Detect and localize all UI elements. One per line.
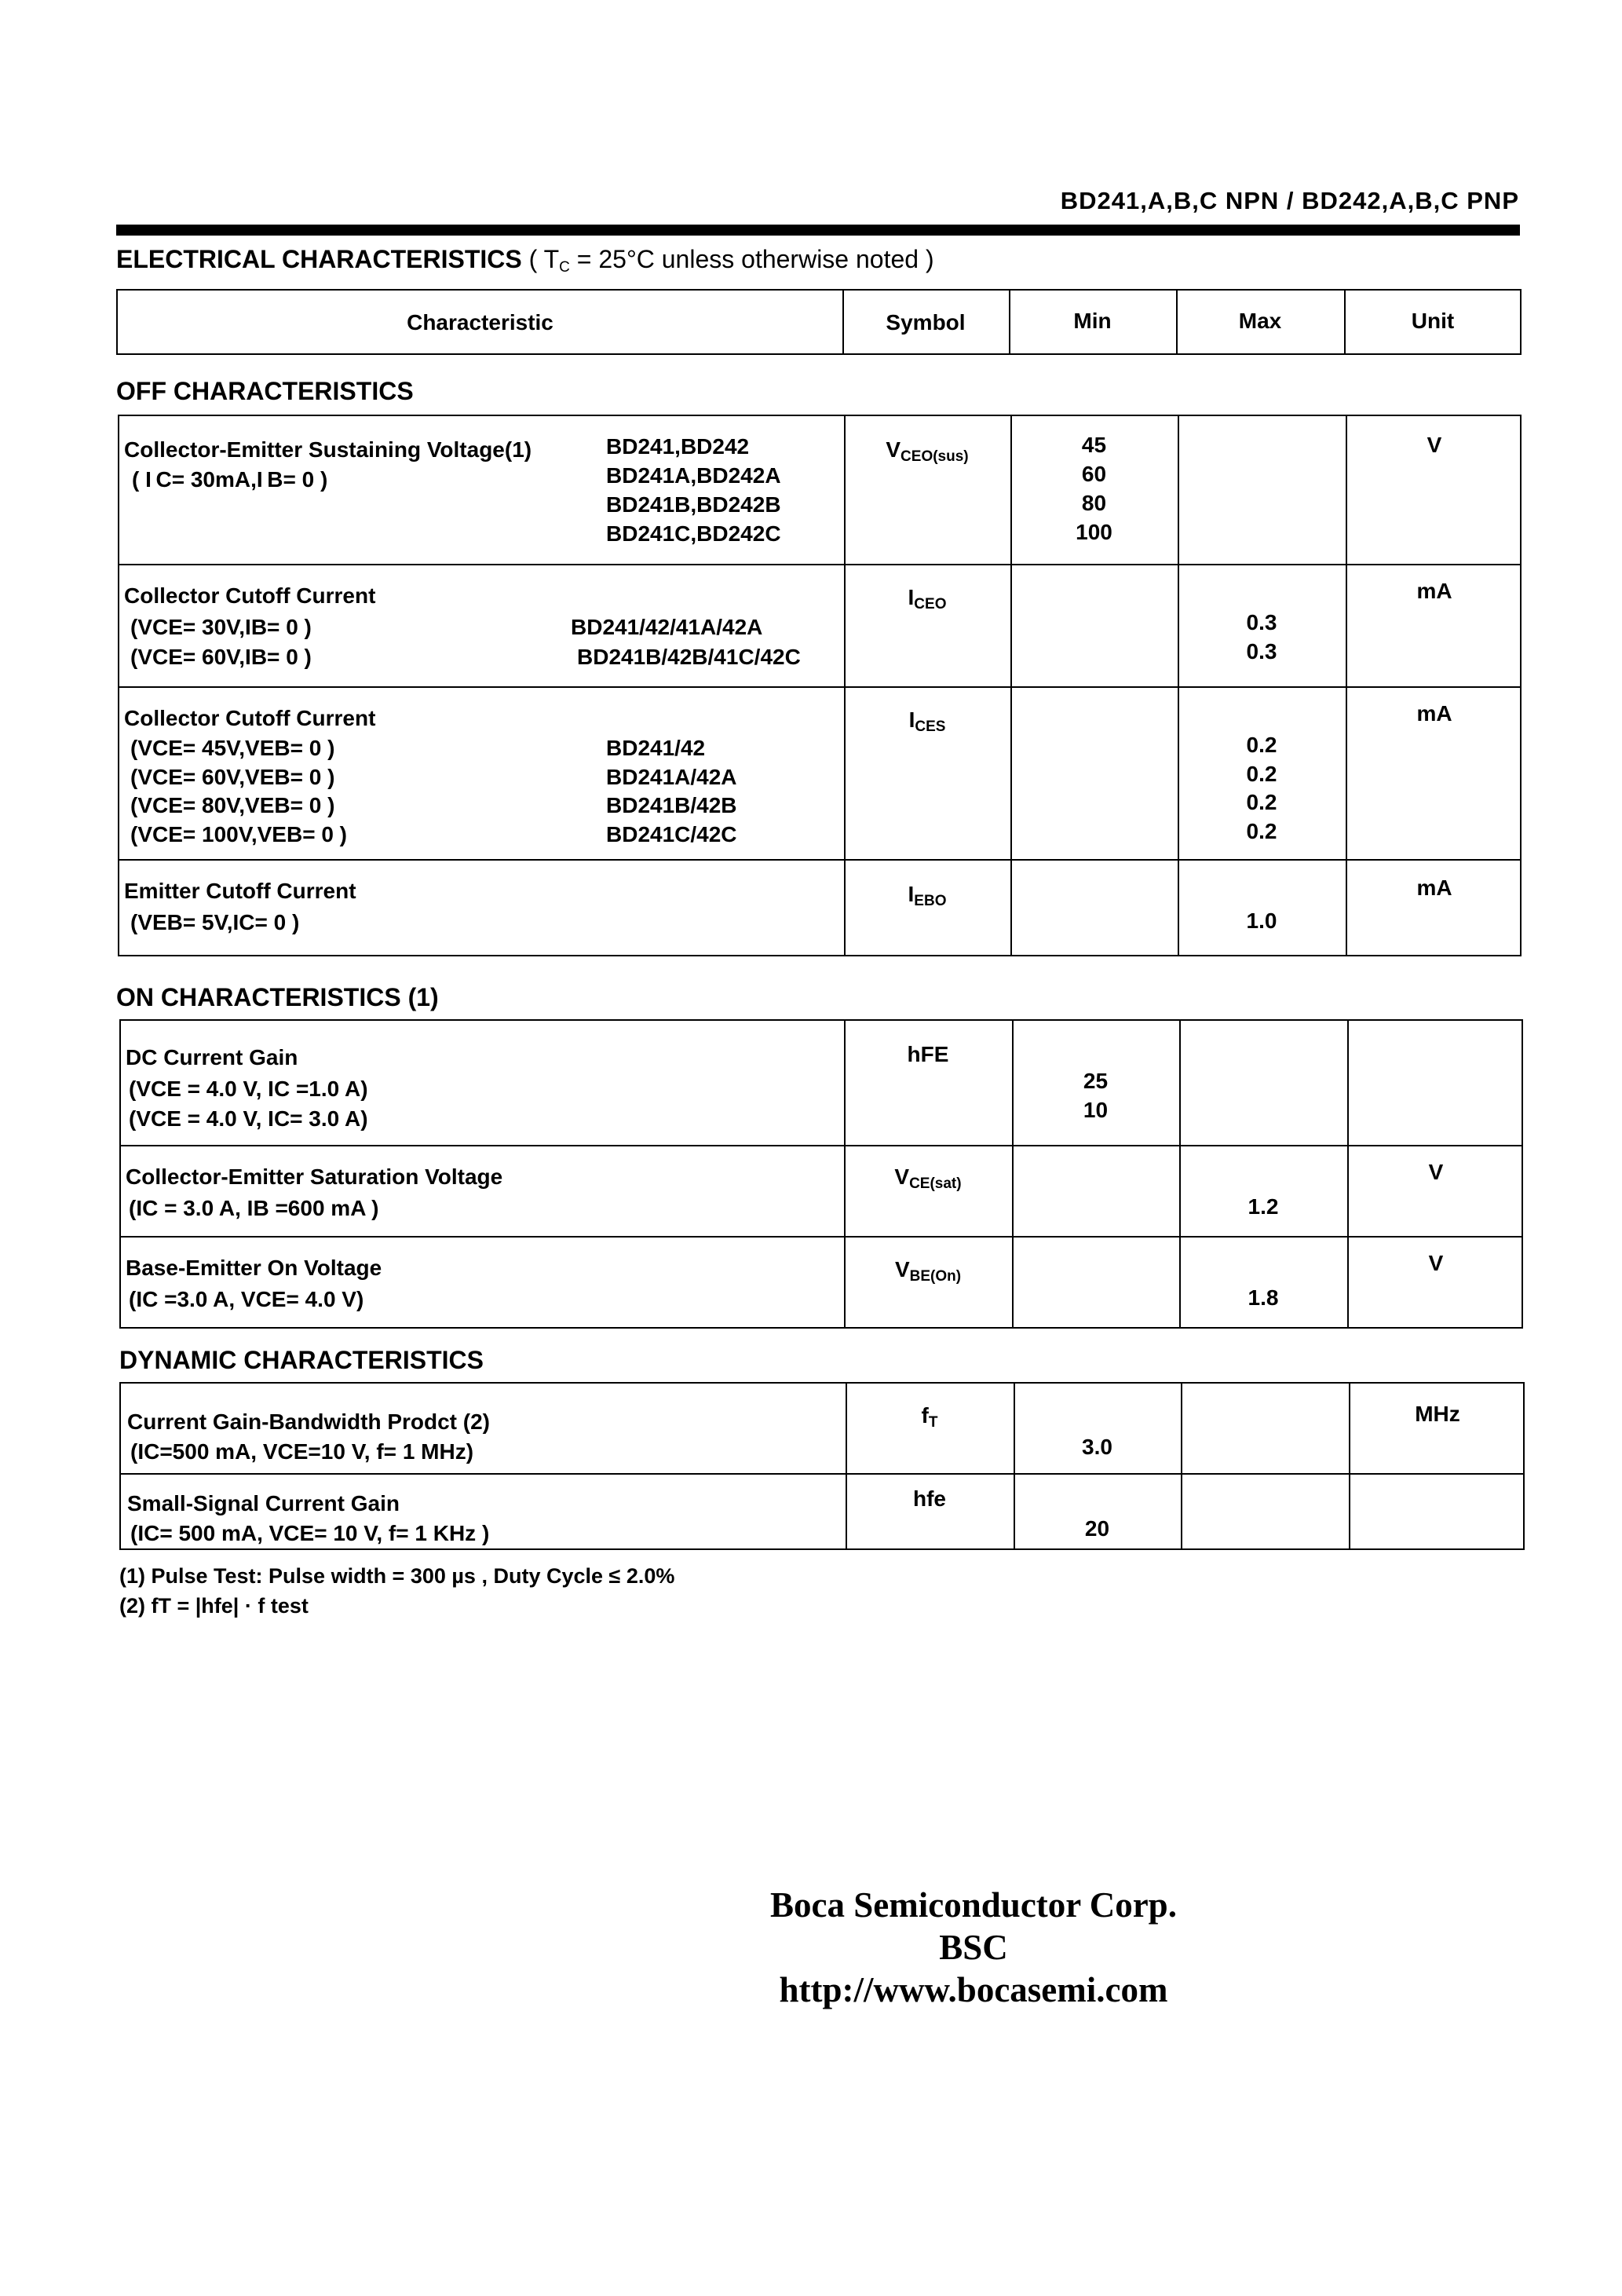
dynamic-characteristics-title: DYNAMIC CHARACTERISTICS xyxy=(119,1346,484,1374)
header-symbol: Symbol xyxy=(886,310,966,335)
hfe-min: 25 xyxy=(1083,1069,1109,1093)
hfe-min: 10 xyxy=(1083,1098,1109,1122)
vcesat-name: Collector-Emitter Saturation Voltage xyxy=(126,1164,503,1189)
on-characteristics-table xyxy=(119,1019,1523,1329)
iceo-unit: mA xyxy=(1416,579,1452,603)
ft-condition: (IC=500 mA, VCE=10 V, f= 1 MHz) xyxy=(130,1439,474,1464)
ices-max: 0.2 xyxy=(1246,762,1277,786)
vcesat-unit: V xyxy=(1428,1160,1444,1184)
iceo-condition: (VCE= 60V,IB= 0 ) xyxy=(130,645,312,669)
vcesat-max: 1.2 xyxy=(1248,1194,1279,1219)
company-abbr: BSC xyxy=(939,1928,1008,1967)
iebo-unit: mA xyxy=(1416,876,1452,900)
vceo-device: BD241A,BD242A xyxy=(606,463,781,488)
hfe-condition: (VCE = 4.0 V, IC= 3.0 A) xyxy=(129,1106,368,1131)
vceo-min: 60 xyxy=(1081,462,1107,486)
vceo-min: 100 xyxy=(1076,520,1112,544)
vceo-min: 80 xyxy=(1081,491,1107,515)
iebo-condition: (VEB= 5V,IC= 0 ) xyxy=(130,910,300,934)
ices-device: BD241/42 xyxy=(606,736,706,760)
vceo-device: BD241,BD242 xyxy=(606,434,750,459)
header-rule xyxy=(116,225,1520,236)
vcesat-symbol: $V_{CE(sat)}$ xyxy=(894,1164,962,1192)
vceo-device: BD241B,BD242B xyxy=(606,492,781,517)
iceo-max: 0.3 xyxy=(1246,639,1277,664)
vcesat-condition: (IC = 3.0 A, IB =600 mA ) xyxy=(129,1196,379,1220)
iceo-max: 0.3 xyxy=(1246,610,1277,634)
off-characteristics-title: OFF CHARACTERISTICS xyxy=(116,377,414,405)
vbeon-name: Base-Emitter On Voltage xyxy=(126,1256,382,1280)
ices-condition: (VCE= 100V,VEB= 0 ) xyxy=(130,822,348,846)
ices-condition: (VCE= 60V,VEB= 0 ) xyxy=(130,765,335,789)
header-min: Min xyxy=(1073,309,1112,333)
iceo-condition: (VCE= 30V,IB= 0 ) xyxy=(130,615,312,639)
hfe-small-name: Small-Signal Current Gain xyxy=(127,1491,400,1515)
part-numbers-header: BD241,A,B,C NPN / BD242,A,B,C PNP xyxy=(1060,187,1519,214)
hfe-condition: (VCE = 4.0 V, IC =1.0 A) xyxy=(129,1077,368,1101)
ices-device: BD241B/42B xyxy=(606,793,737,817)
vceo-symbol: $V_{CEO(sus)}$ xyxy=(886,437,969,465)
note-1: (1) Pulse Test: Pulse width = 300 µs , Duty Cycle ≤ 2.0% xyxy=(119,1564,675,1588)
vceo-condition: ( I C= 30mA,I B= 0 ) xyxy=(132,467,328,492)
iebo-name: Emitter Cutoff Current xyxy=(124,879,356,903)
ices-unit: mA xyxy=(1416,701,1452,726)
hfe-small-min: 20 xyxy=(1084,1516,1110,1541)
ices-max: 0.2 xyxy=(1246,819,1277,843)
header-unit: Unit xyxy=(1411,309,1455,333)
vbeon-condition: (IC =3.0 A, VCE= 4.0 V) xyxy=(129,1287,364,1311)
iebo-max: 1.0 xyxy=(1246,909,1277,933)
vbeon-symbol: $V_{BE(On)}$ xyxy=(894,1257,962,1285)
vbeon-unit: V xyxy=(1428,1251,1444,1275)
note-2: (2) fT = |hfe| · f test xyxy=(119,1594,309,1618)
ft-name: Current Gain-Bandwidth Prodct (2) xyxy=(127,1409,490,1434)
iebo-symbol: $I_{EBO}$ xyxy=(908,882,947,909)
hfe-small-symbol: hfe xyxy=(913,1486,946,1511)
vbeon-max: 1.8 xyxy=(1248,1285,1279,1310)
ices-condition: (VCE= 45V,VEB= 0 ) xyxy=(130,736,335,760)
vceo-name: Collector-Emitter Sustaining Voltage(1) xyxy=(124,437,532,462)
ft-unit: MHz xyxy=(1415,1402,1460,1426)
iceo-symbol: $I_{CEO}$ xyxy=(908,585,947,612)
ft-symbol: $f_T$ xyxy=(921,1403,938,1431)
ices-max: 0.2 xyxy=(1246,733,1277,757)
iceo-name: Collector Cutoff Current xyxy=(124,583,376,608)
header-characteristic: Characteristic xyxy=(407,310,553,335)
iceo-device: BD241/42/41A/42A xyxy=(571,615,763,639)
table-header xyxy=(116,289,1522,355)
dynamic-characteristics-table xyxy=(119,1382,1525,1550)
ft-min: 3.0 xyxy=(1082,1435,1112,1459)
hfe-symbol: hFE xyxy=(907,1042,949,1066)
ices-condition: (VCE= 80V,VEB= 0 ) xyxy=(130,793,335,817)
ices-symbol: $I_{CES}$ xyxy=(908,707,946,735)
company-url[interactable]: http://www.bocasemi.com xyxy=(779,1970,1168,2009)
hfe-name: DC Current Gain xyxy=(126,1045,298,1069)
ices-max: 0.2 xyxy=(1246,790,1277,814)
company-name: Boca Semiconductor Corp. xyxy=(770,1885,1177,1925)
vceo-unit: V xyxy=(1427,433,1442,457)
iceo-device: BD241B/42B/41C/42C xyxy=(577,645,801,669)
ices-device: BD241A/42A xyxy=(606,765,737,789)
vceo-device: BD241C,BD242C xyxy=(606,521,781,546)
ices-device: BD241C/42C xyxy=(606,822,737,846)
header-max: Max xyxy=(1238,309,1282,333)
hfe-small-condition: (IC= 500 mA, VCE= 10 V, f= 1 KHz ) xyxy=(130,1521,490,1545)
vceo-min: 45 xyxy=(1081,433,1107,457)
electrical-characteristics-title: ELECTRICAL CHARACTERISTICS ( $T_C = 25^\circ C$ unless otherwise noted ) xyxy=(116,245,934,276)
ices-name: Collector Cutoff Current xyxy=(124,706,376,730)
off-characteristics-table xyxy=(118,415,1522,956)
on-characteristics-title: ON CHARACTERISTICS (1) xyxy=(116,983,439,1011)
